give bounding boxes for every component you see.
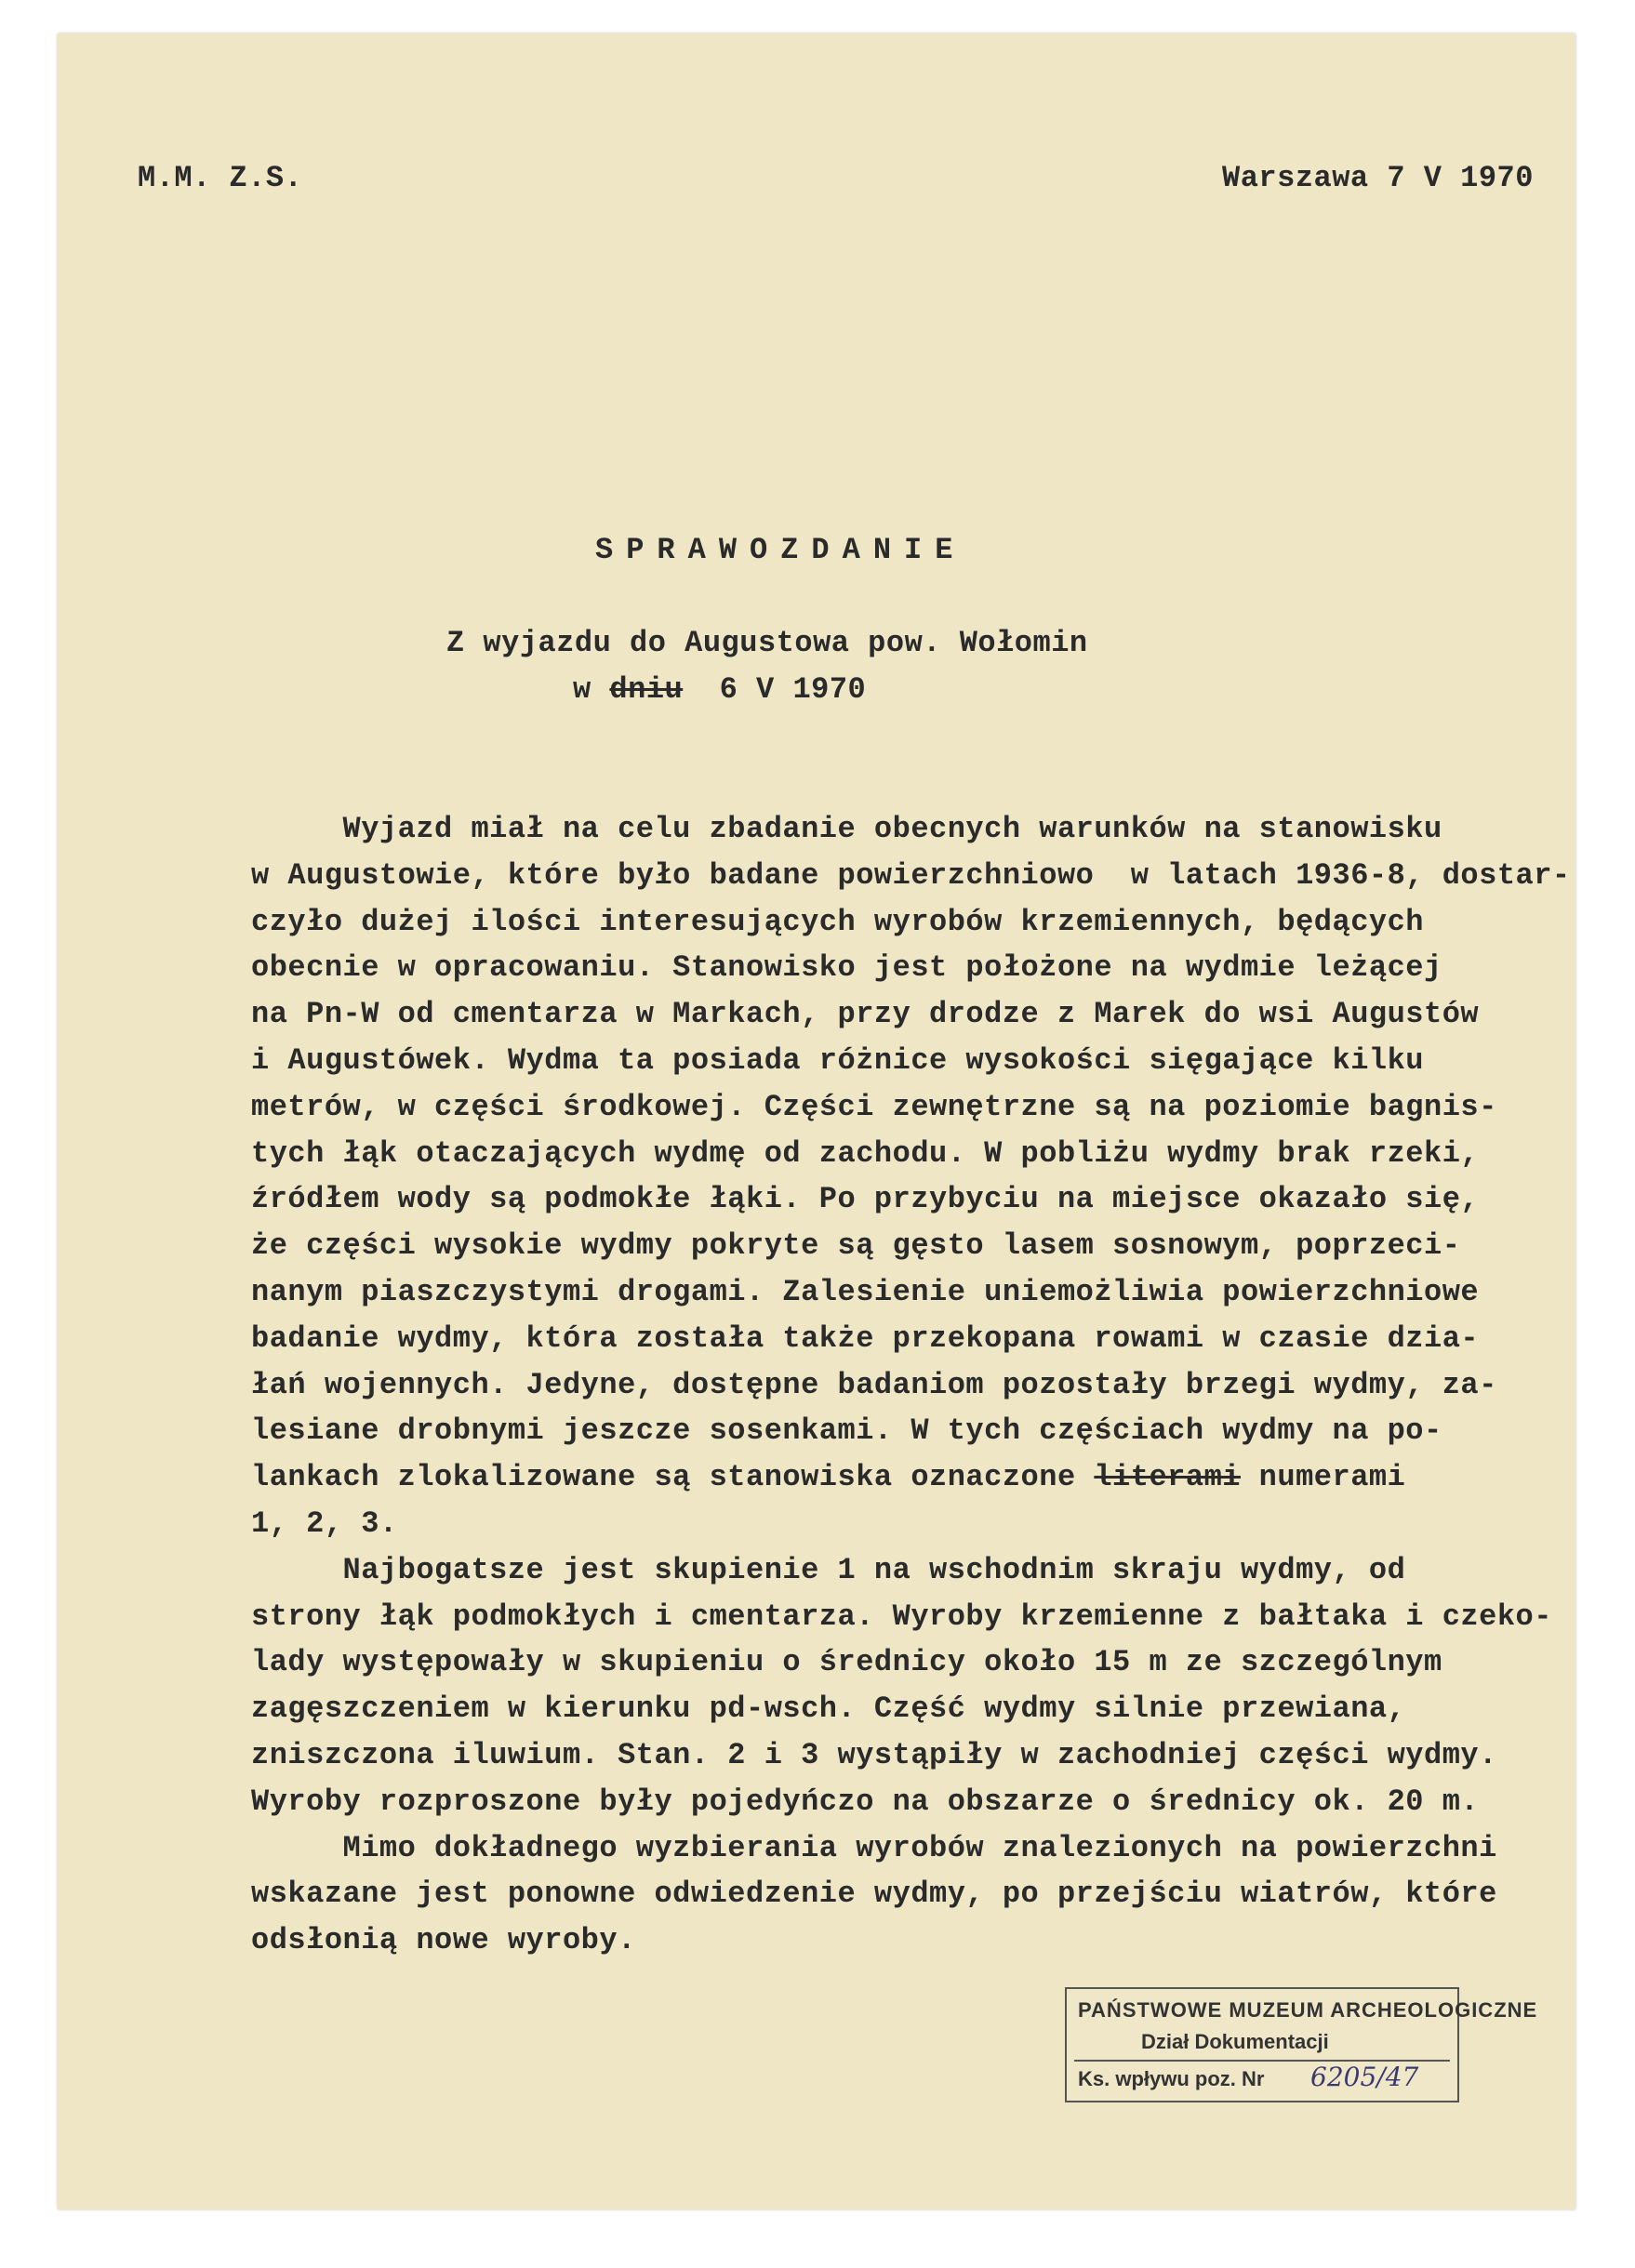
body-line: że części wysokie wydmy pokryte są gęsto lasem sosnowym, poprzeci-: [251, 1228, 1461, 1263]
body-line: strony łąk podmokłych i cmentarza. Wyroby krzemienne z bałtaka i czeko-: [251, 1599, 1552, 1634]
struck-word: literami: [1094, 1460, 1241, 1494]
body-line-prefix: lankach zlokalizowane są stanowiska oznaczone: [251, 1460, 1095, 1494]
body-line: Najbogatsze jest skupienie 1 na wschodnim skraju wydmy, od: [251, 1553, 1406, 1587]
header-sender: M.M. Z.S.: [138, 161, 303, 195]
body-line-with-correction: [251, 1460, 1406, 1494]
archive-stamp: [1065, 1987, 1538, 2102]
body-line: odsłonią nowe wyroby.: [251, 1923, 636, 1957]
stamp-department: Dział Dokumentacji: [1141, 2030, 1329, 2053]
body-line: łań wojennych. Jedyne, dostępne badaniom pozostały brzegi wydmy, za-: [251, 1368, 1497, 1402]
body-line: źródłem wody są podmokłe łąki. Po przybyciu na miejsce okazało się,: [251, 1182, 1480, 1216]
body-line: nanym piaszczystymi drogami. Zalesienie uniemożliwia powierzchniowe: [251, 1275, 1480, 1309]
body-line: na Pn-W od cmentarza w Markach, przy drodze z Marek do wsi Augustów: [251, 997, 1480, 1031]
body-line: czyło dużej ilości interesujących wyrobów krzemiennych, będących: [251, 905, 1424, 939]
struck-word: dniu: [609, 672, 684, 707]
body-line: 1, 2, 3.: [251, 1506, 398, 1541]
stamp-institution: PAŃSTWOWE MUZEUM ARCHEOLOGICZNE: [1078, 1998, 1538, 2022]
header-place-date: Warszawa 7 V 1970: [1222, 161, 1534, 195]
body-line: lesiane drobnymi jeszcze sosenkami. W tych częściach wydmy na po-: [251, 1413, 1442, 1448]
body-line: obecnie w opracowaniu. Stanowisko jest położone na wydmie leżącej: [251, 950, 1442, 985]
body-line: zagęszczeniem w kierunku pd-wsch. Część wydmy silnie przewiana,: [251, 1691, 1406, 1726]
body-line: Mimo dokładnego wyzbierania wyrobów znalezionych na powierzchni: [251, 1831, 1497, 1865]
document-title: SPRAWOZDANIE: [595, 533, 966, 567]
body-line: badanie wydmy, która została także przekopana rowami w czasie dzia-: [251, 1321, 1480, 1356]
subtitle-prefix: w: [573, 672, 610, 707]
body-line: zniszczona iluwium. Stan. 2 i 3 wystąpiły w zachodniej części wydmy.: [251, 1738, 1497, 1772]
body-line: w Augustowie, które było badane powierzchniowo w latach 1936-8, dostar-: [251, 858, 1571, 893]
subtitle-line-1: Z wyjazdu do Augustowa pow. Wołomin: [446, 626, 1088, 660]
body-line: i Augustówek. Wydma ta posiada różnice wysokości sięgające kilku: [251, 1043, 1424, 1078]
body-line: Wyjazd miał na celu zbadanie obecnych warunków na stanowisku: [251, 812, 1442, 846]
stamp-register-number: 6205/47: [1310, 2062, 1419, 2092]
body-line-suffix: numerami: [1240, 1460, 1406, 1494]
body-line: metrów, w części środkowej. Części zewnętrzne są na poziomie bagnis-: [251, 1090, 1497, 1124]
subtitle-line-2: [573, 672, 867, 707]
subtitle-date: 6 V 1970: [683, 672, 867, 707]
stamp-register-label: Ks. wpływu poz. Nr: [1078, 2067, 1265, 2090]
body-line: wskazane jest ponowne odwiedzenie wydmy, po przejściu wiatrów, które: [251, 1877, 1497, 1911]
body-line: tych łąk otaczających wydmę od zachodu. W pobliżu wydmy brak rzeki,: [251, 1136, 1480, 1171]
body-line: lady występowały w skupieniu o średnicy około 15 m ze szczególnym: [251, 1645, 1442, 1679]
body-line: Wyroby rozproszone były pojedyńczo na obszarze o średnicy ok. 20 m.: [251, 1784, 1480, 1819]
